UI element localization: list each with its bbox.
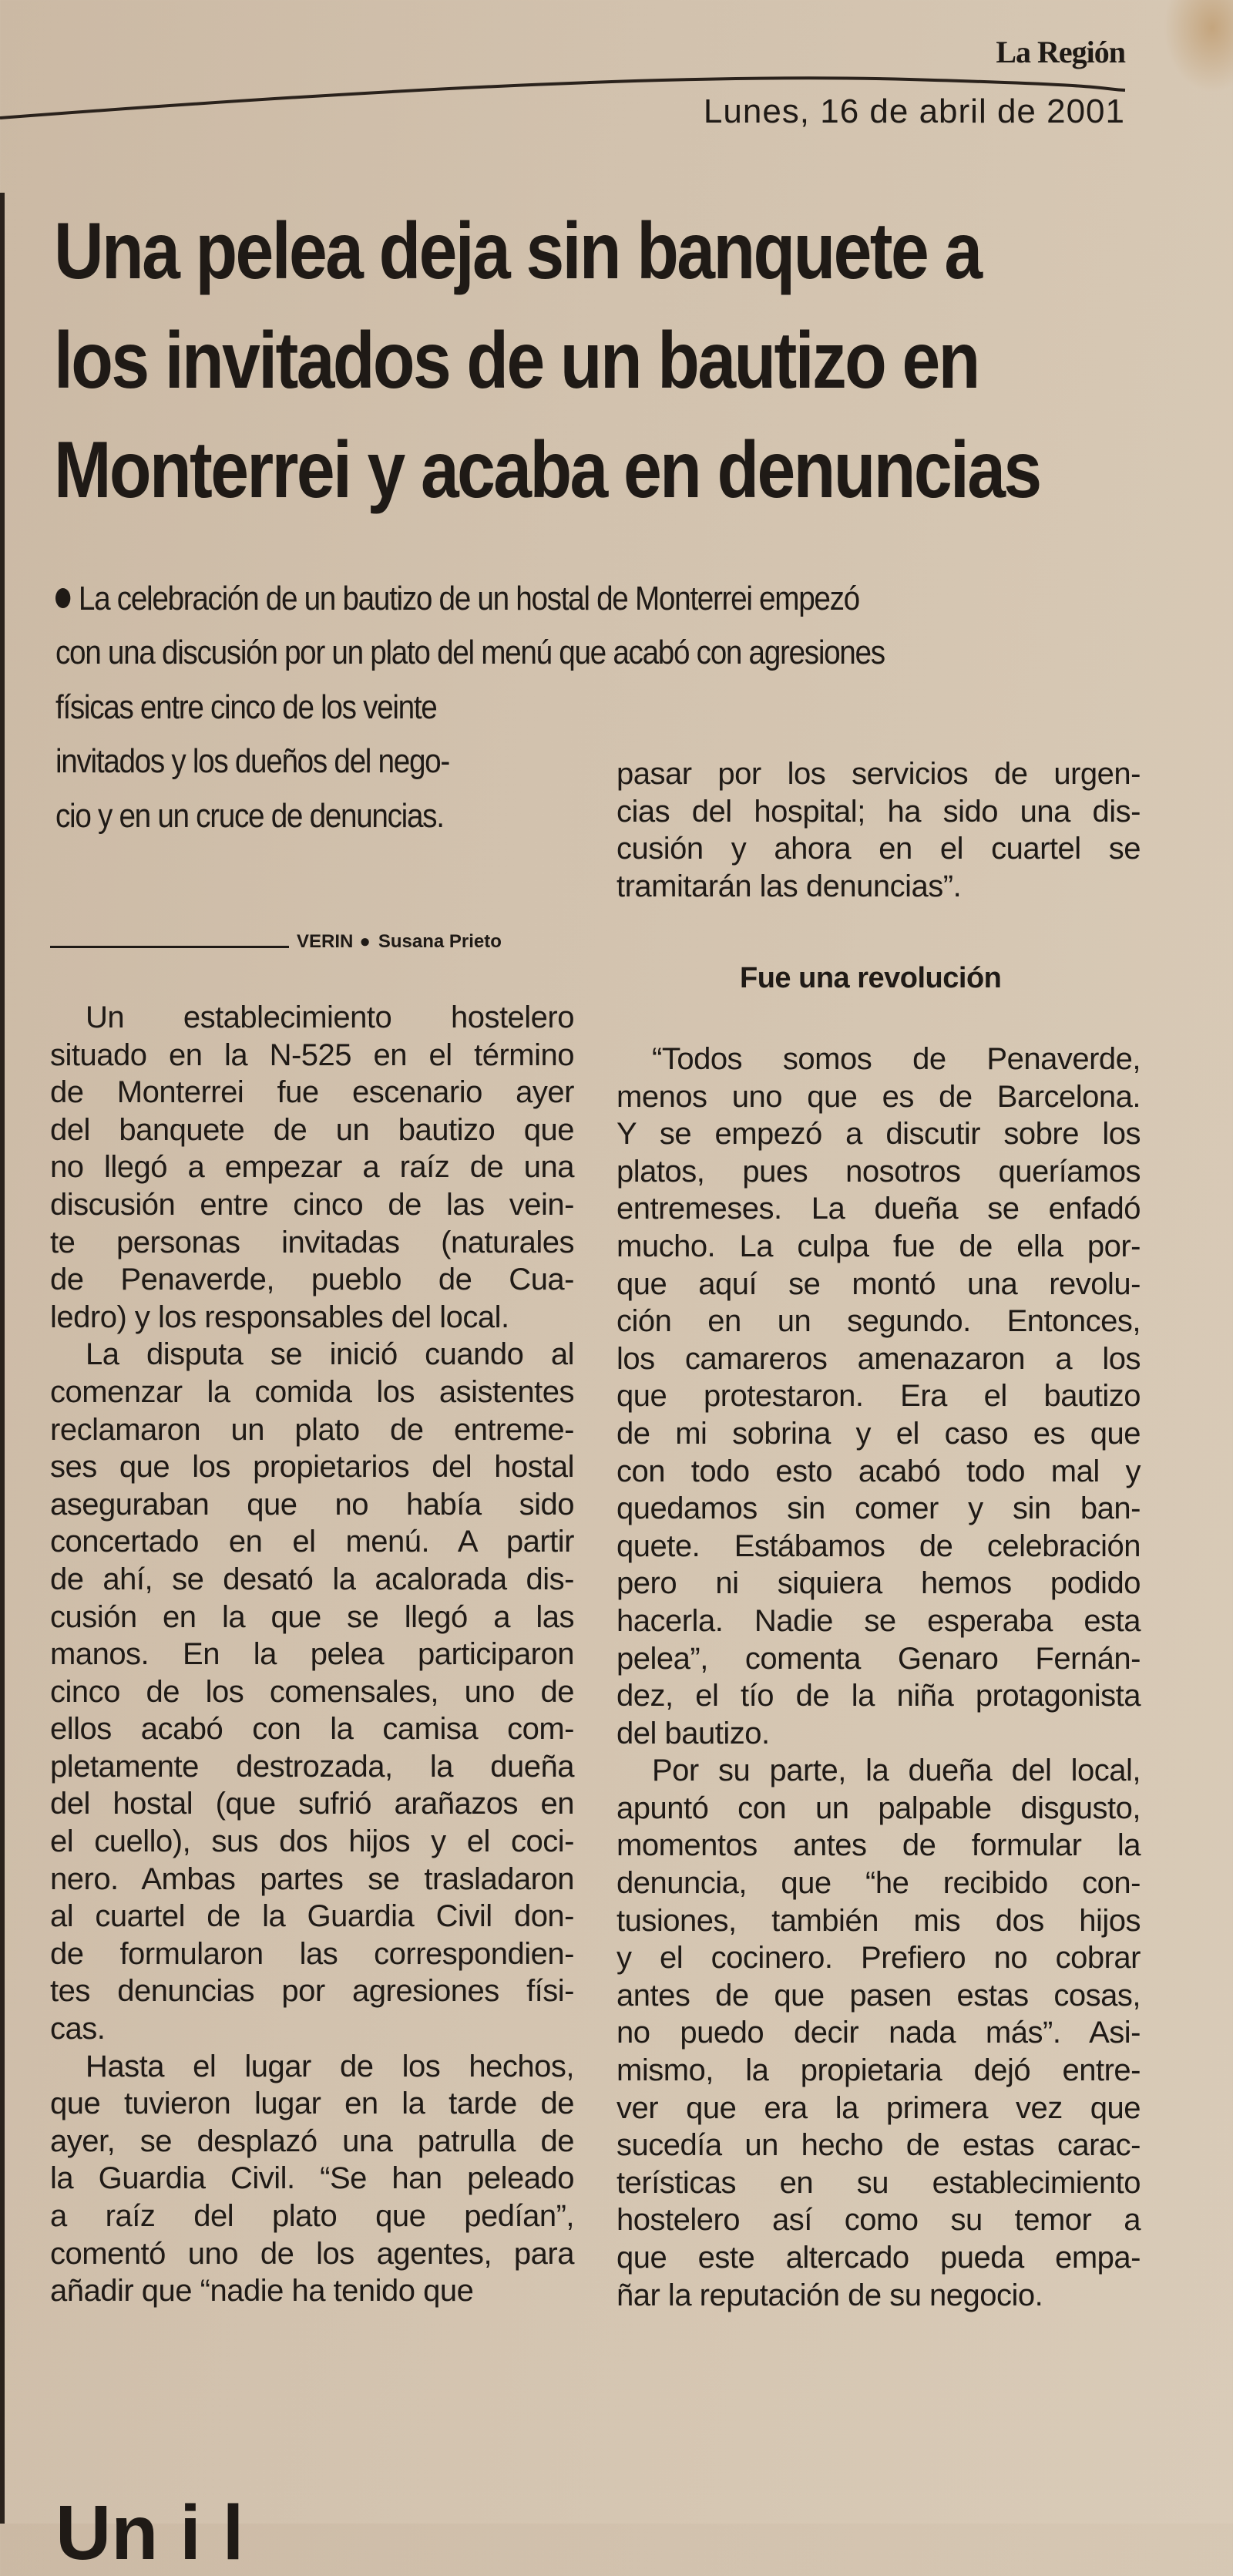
text-line: pero ni siquiera hemos podido (616, 1566, 1141, 1601)
text-line: Hasta el lugar de los hechos, (86, 2049, 574, 2083)
text-line: platos, pues nosotros queríamos (616, 1154, 1141, 1189)
text-line: al cuartel de la Guardia Civil don- (50, 1899, 574, 1934)
text-line: cusión en la que se llegó a las (50, 1599, 574, 1634)
text-line: del hostal (que sufrió arañazos en (50, 1787, 574, 1821)
text-line: los camareros amenazaron a los (616, 1341, 1141, 1376)
headline-line: Monterrei y acaba en denuncias (54, 425, 1040, 515)
bullet-icon (55, 588, 70, 608)
text-line: de mi sobrina y el caso es que (616, 1416, 1141, 1451)
text-line: tramitarán las denuncias”. (616, 869, 962, 903)
text-line: “Todos somos de Penaverde, (652, 1042, 1141, 1076)
text-line: ledro) y los responsables del local. (50, 1300, 509, 1334)
text-line: añadir que “nadie ha tenido que (50, 2274, 474, 2309)
text-line: mismo, la propietaria dejó entre- (616, 2053, 1141, 2088)
text-line: momentos antes de formular la (616, 1828, 1141, 1863)
newspaper-masthead: La Región (996, 35, 1125, 69)
article-column-1 (50, 999, 574, 2310)
text-line: reclamaron un plato de entreme- (50, 1412, 574, 1447)
article-column-2-top (616, 755, 1141, 905)
text-line: Por su parte, la dueña del local, (652, 1754, 1141, 1788)
text-line: sucedía un hecho de estas carac- (616, 2128, 1141, 2163)
text-line: pletamente destrozada, la dueña (50, 1749, 574, 1784)
text-line: cas. (50, 2012, 106, 2046)
text-line: de Monterrei fue escenario ayer (50, 1075, 574, 1110)
headline-line: Una pelea deja sin banquete a (54, 207, 981, 296)
text-line: manos. En la pelea participaron (50, 1637, 574, 1672)
byline-location: VERIN (297, 931, 354, 952)
text-line: el cuello), sus dos hijos y el coci- (50, 1824, 574, 1859)
text-line: denuncia, que “he recibido con- (616, 1866, 1141, 1901)
text-line: cias del hospital; ha sido una dis- (616, 794, 1141, 829)
text-line: concertado en el menú. A partir (50, 1525, 574, 1559)
byline (50, 931, 536, 953)
bullet-icon: ● (359, 931, 371, 952)
text-line: ción en un segundo. Entonces, (616, 1304, 1141, 1339)
lead-line: La celebración de un bautizo de un hostal de Monterrei empezó (55, 580, 859, 618)
text-line: quete. Estábamos de celebración (616, 1528, 1141, 1563)
text-line: de ahí, se desató la acalorada dis- (50, 1562, 574, 1596)
text-line: del banquete de un bautizo que (50, 1112, 574, 1147)
text-line: y el cocinero. Prefiero no cobrar (616, 1941, 1141, 1976)
text-line: dez, el tío de la niña protagonista (616, 1679, 1141, 1713)
byline-rule (50, 946, 289, 948)
text-line: que protestaron. Era el bautizo (616, 1379, 1141, 1414)
text-line: antes de que pasen estas cosas, (616, 1978, 1141, 2013)
text-line: aseguraban que no había sido (50, 1487, 574, 1522)
text-line: quedamos sin comer y sin ban- (616, 1491, 1141, 1526)
text-line: Un establecimiento hostelero (86, 1000, 574, 1034)
text-line: apuntó con un palpable disgusto, (616, 1791, 1141, 1825)
text-line: con todo esto acabó todo mal y (616, 1454, 1141, 1488)
text-line: del bautizo. (616, 1716, 770, 1750)
text-line: pelea”, comenta Genaro Fernán- (616, 1641, 1141, 1676)
text-line: cinco de los comensales, uno de (50, 1674, 574, 1709)
text-line: te personas invitadas (naturales (50, 1225, 574, 1259)
text-line: ayer, se desplazó una patrulla de (50, 2124, 574, 2158)
lead-line: cio y en un cruce de denuncias. (55, 797, 444, 835)
text-line: que este altercado pueda empa- (616, 2241, 1141, 2275)
text-line: tusiones, también mis dos hijos (616, 1903, 1141, 1938)
text-line: comentó uno de los agentes, para (50, 2236, 574, 2271)
text-line: cusión y ahora en el cuartel se (616, 832, 1141, 866)
text-line: hostelero así como su temor a (616, 2203, 1141, 2238)
publication-date: Lunes, 16 de abril de 2001 (703, 92, 1125, 130)
text-line: que tuvieron lugar en la tarde de (50, 2087, 574, 2121)
lead-line: físicas entre cinco de los veinte (55, 688, 437, 726)
text-line: pasar por los servicios de urgen- (616, 757, 1141, 791)
lead-line: con una discusión por un plato del menú que acabó con agresiones (55, 634, 885, 671)
text-line: hacerla. Nadie se esperaba esta (616, 1603, 1141, 1638)
text-line: menos uno que es de Barcelona. (616, 1079, 1141, 1114)
text-line: no llegó a empezar a raíz de una (50, 1150, 574, 1185)
text-line: de formularon las correspondien- (50, 1936, 574, 1971)
text-line: Y se empezó a discutir sobre los (616, 1117, 1141, 1152)
byline-author: Susana Prieto (378, 931, 502, 952)
text-line: nero. Ambas partes se trasladaron (50, 1861, 574, 1896)
text-line: de Penaverde, pueblo de Cua- (50, 1263, 574, 1297)
article-column-2 (616, 1041, 1141, 2314)
text-line: no puedo decir nada más”. Asi- (616, 2016, 1141, 2050)
text-line: mucho. La culpa fue de ella por- (616, 1229, 1141, 1263)
article-headline (54, 197, 1040, 525)
text-line: discusión entre cinco de las vein- (50, 1187, 574, 1222)
text-line: ellos acabó con la camisa com- (50, 1712, 574, 1747)
text-line: entremeses. La dueña se enfadó (616, 1192, 1141, 1226)
text-line: La disputa se inició cuando al (86, 1337, 574, 1372)
headline-line: los invitados de un bautizo en (54, 316, 979, 405)
text-line: comenzar la comida los asistentes (50, 1374, 574, 1409)
next-article-headline-fragment: Un i l (55, 2490, 244, 2576)
text-line: ver que era la primera vez que (616, 2090, 1141, 2125)
text-line: que aquí se montó una revolu- (616, 1266, 1141, 1301)
text-line: ñar la reputación de su negocio. (616, 2278, 1043, 2312)
text-line: la Guardia Civil. “Se han peleado (50, 2161, 574, 2196)
text-line: terísticas en su establecimiento (616, 2165, 1141, 2200)
text-line: tes denuncias por agresiones físi- (50, 1974, 574, 2009)
lead-line: invitados y los dueños del nego- (55, 742, 449, 780)
subheading: Fue una revolución (740, 962, 1002, 994)
text-line: a raíz del plato que pedían”, (50, 2199, 574, 2233)
column-rule (0, 193, 5, 2524)
text-line: ses que los propietarios del hostal (50, 1450, 574, 1485)
text-line: situado en la N-525 en el término (50, 1037, 574, 1072)
